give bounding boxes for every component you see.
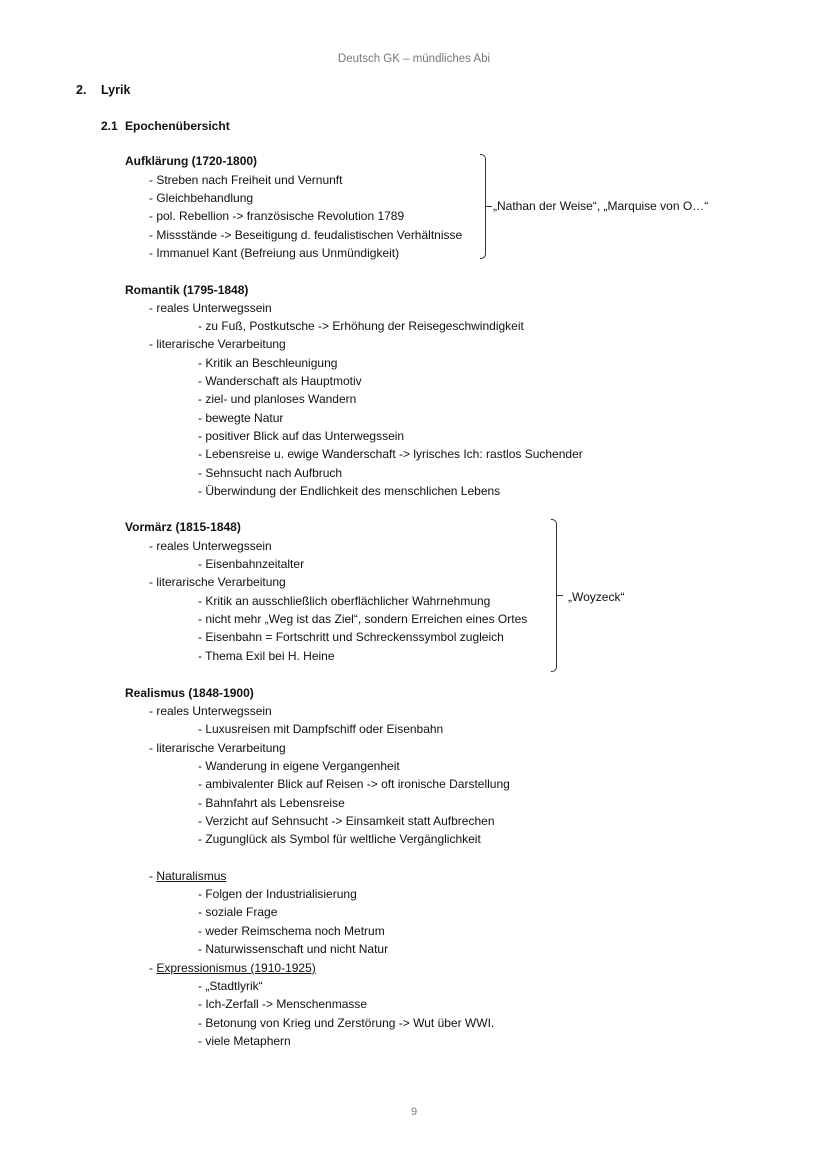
list-item: - Kritik an ausschließlich oberflächlicher Wahrnehmung: [198, 594, 491, 608]
subheading: - literarische Verarbeitung: [149, 575, 286, 589]
subheading: - literarische Verarbeitung: [149, 337, 286, 351]
list-item: - Luxusreisen mit Dampfschiff oder Eisenbahn: [198, 722, 444, 736]
epoch-title-aufklaerung: Aufklärung (1720-1800): [125, 154, 258, 168]
list-dash: -: [149, 869, 157, 883]
epoch-title-realismus: Realismus (1848-1900): [125, 686, 254, 700]
epoch-title-vormaerz: Vormärz (1815-1848): [125, 520, 241, 534]
list-item: - Bahnfahrt als Lebensreise: [198, 796, 345, 810]
list-item: - Gleichbehandlung: [149, 191, 254, 205]
list-dash: -: [149, 961, 157, 975]
list-item: - Immanuel Kant (Befreiung aus Unmündigkeit): [149, 246, 400, 260]
list-item: - Sehnsucht nach Aufbruch: [198, 466, 343, 480]
list-item: - Eisenbahn = Fortschritt und Schreckenssymbol zugleich: [198, 630, 504, 644]
epoch-title-romantik: Romantik (1795-1848): [125, 283, 249, 297]
list-item: - „Stadtlyrik“: [198, 979, 263, 993]
list-item: - Missstände -> Beseitigung d. feudalistischen Verhältnisse: [149, 228, 463, 242]
list-item: - bewegte Natur: [198, 411, 284, 425]
list-item: - viele Metaphern: [198, 1034, 291, 1048]
epoch-title-expressionismus: Expressionismus (1910-1925): [156, 961, 316, 975]
list-item: - ambivalenter Blick auf Reisen -> oft ironische Darstellung: [198, 777, 510, 791]
epoch-expressionismus: [149, 960, 316, 976]
epoch-naturalismus: [149, 868, 226, 884]
list-item: - Lebensreise u. ewige Wanderschaft -> lyrisches Ich: rastlos Suchender: [198, 447, 583, 461]
list-item: - soziale Frage: [198, 905, 278, 919]
epoch-title-naturalismus: Naturalismus: [156, 869, 227, 883]
list-item: - Betonung von Krieg und Zerstörung -> Wut über WWI.: [198, 1016, 495, 1030]
list-item: - Kritik an Beschleunigung: [198, 356, 338, 370]
list-item: - nicht mehr „Weg ist das Ziel“, sondern Erreichen eines Ortes: [198, 612, 528, 626]
list-item: - Verzicht auf Sehnsucht -> Einsamkeit statt Aufbrechen: [198, 814, 495, 828]
list-item: - pol. Rebellion -> französische Revolution 1789: [149, 209, 405, 223]
subheading: - reales Unterwegssein: [149, 301, 272, 315]
list-item: - ziel- und planloses Wandern: [198, 392, 357, 406]
list-item: - zu Fuß, Postkutsche -> Erhöhung der Reisegeschwindigkeit: [198, 319, 524, 333]
list-item: - weder Reimschema noch Metrum: [198, 924, 385, 938]
list-item: - Thema Exil bei H. Heine: [198, 649, 335, 663]
list-item: - Streben nach Freiheit und Vernunft: [149, 173, 343, 187]
section-title: Lyrik: [101, 83, 131, 97]
page-number: 9: [410, 1106, 418, 1118]
list-item: - Eisenbahnzeitalter: [198, 557, 305, 571]
subheading: - literarische Verarbeitung: [149, 741, 286, 755]
works-aufklaerung: „Nathan der Weise“, „Marquise von O…“: [493, 199, 709, 213]
subheading: - reales Unterwegssein: [149, 704, 272, 718]
subheading: - reales Unterwegssein: [149, 539, 272, 553]
works-vormaerz: „Woyzeck“: [568, 590, 625, 604]
list-item: - positiver Blick auf das Unterwegssein: [198, 429, 405, 443]
section-number: 2.: [76, 83, 87, 97]
list-item: - Ich-Zerfall -> Menschenmasse: [198, 997, 368, 1011]
list-item: - Folgen der Industrialisierung: [198, 887, 357, 901]
list-item: - Zugunglück als Symbol für weltliche Vergänglichkeit: [198, 832, 481, 846]
list-item: - Überwindung der Endlichkeit des menschlichen Lebens: [198, 484, 501, 498]
list-item: - Naturwissenschaft und nicht Natur: [198, 942, 389, 956]
subsection-title: Epochenübersicht: [125, 119, 230, 133]
page-header: Deutsch GK – mündliches Abi: [337, 53, 491, 65]
subsection-number: 2.1: [101, 119, 118, 133]
list-item: - Wanderung in eigene Vergangenheit: [198, 759, 400, 773]
list-item: - Wanderschaft als Hauptmotiv: [198, 374, 362, 388]
